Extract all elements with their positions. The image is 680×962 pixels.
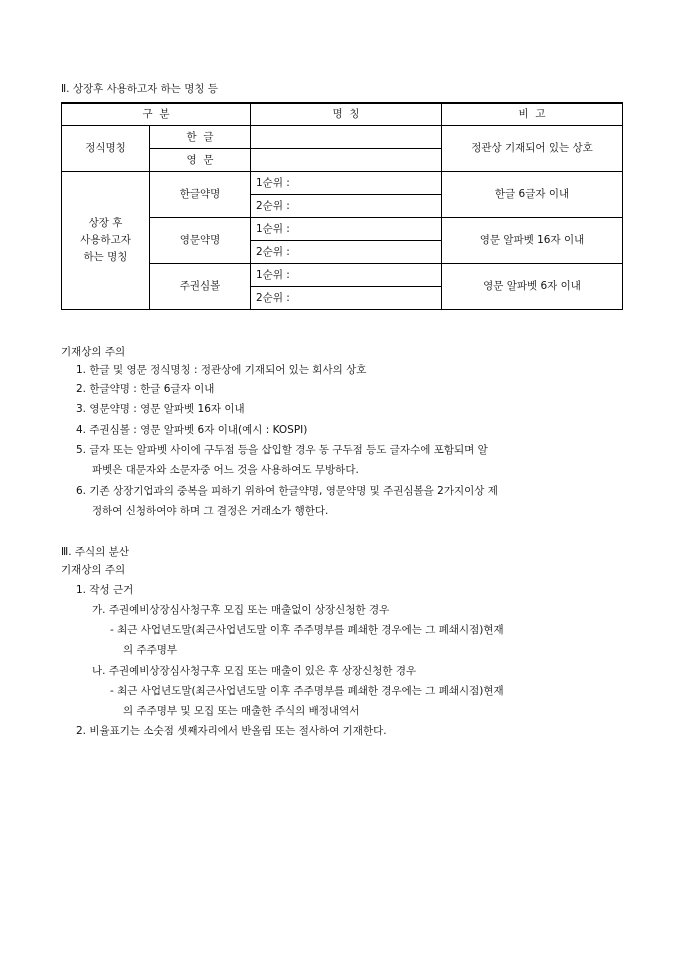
section3-item-1-ga: 가. 주권예비상장심사청구후 모집 또는 매출없이 상장신청한 경우 bbox=[92, 604, 390, 616]
section3-title: Ⅲ. 주식의 분산 bbox=[61, 546, 129, 558]
korean-abbr-rank2: 2순위 : bbox=[251, 195, 442, 218]
official-name-note: 정관상 기재되어 있는 상호 bbox=[442, 126, 623, 172]
symbol-note: 영문 알파벳 6자 이내 bbox=[442, 264, 623, 310]
korean-abbr-note: 한글 6글자 이내 bbox=[442, 172, 623, 218]
section2-note-4: 4. 주권심볼 : 영문 알파벳 6자 이내(예시 : KOSPI) bbox=[76, 424, 308, 436]
symbol-label: 주권심볼 bbox=[150, 264, 251, 310]
section2-note-5-cont: 파벳은 대문자와 소문자중 어느 것을 사용하여도 무방하다. bbox=[92, 464, 359, 476]
official-korean-value bbox=[251, 126, 442, 149]
section2-note-3: 3. 영문약명 : 영문 알파벳 16자 이내 bbox=[76, 403, 245, 415]
english-abbr-rank1: 1순위 : bbox=[251, 218, 442, 241]
english-abbr-note: 영문 알파벳 16자 이내 bbox=[442, 218, 623, 264]
section2-note-6: 6. 기존 상장기업과의 중복을 피하기 위하여 한글약명, 영문약명 및 주권심볼을 2가지이상 제 bbox=[76, 485, 498, 497]
section3-item-1-na-detail: - 최근 사업년도말(최근사업년도말 이후 주주명부를 폐쇄한 경우에는 그 폐쇄시점)현재 bbox=[110, 685, 504, 697]
after-listing-line-2: 사용하고자 bbox=[80, 234, 131, 246]
english-label: 영 문 bbox=[150, 149, 251, 172]
korean-abbr-rank1: 1순위 : bbox=[251, 172, 442, 195]
section2-note-2: 2. 한글약명 : 한글 6글자 이내 bbox=[76, 383, 215, 395]
section3-item-1-ga-detail: - 최근 사업년도말(최근사업년도말 이후 주주명부를 폐쇄한 경우에는 그 폐쇄시점)현재 bbox=[110, 624, 504, 636]
section3-item-1-ga-detail-cont: 의 주주명부 bbox=[123, 644, 178, 656]
official-english-value bbox=[251, 149, 442, 172]
after-listing-line-3: 하는 명칭 bbox=[83, 251, 128, 263]
korean-abbr-label: 한글약명 bbox=[150, 172, 251, 218]
after-listing-label bbox=[62, 172, 150, 310]
section2-note-1: 1. 한글 및 영문 정식명칭 : 정관상에 기재되어 있는 회사의 상호 bbox=[76, 364, 367, 376]
section3-item-2: 2. 비율표기는 소숫점 셋째자리에서 반올림 또는 절사하여 기재한다. bbox=[76, 725, 387, 737]
section3-item-1-na: 나. 주권예비상장심사청구후 모집 또는 매출이 있은 후 상장신청한 경우 bbox=[92, 665, 417, 677]
english-abbr-rank2: 2순위 : bbox=[251, 241, 442, 264]
name-table bbox=[61, 102, 623, 310]
section3-notes-title: 기재상의 주의 bbox=[61, 564, 126, 576]
after-listing-line-1: 상장 후 bbox=[88, 217, 123, 229]
header-remark: 비 고 bbox=[442, 103, 623, 126]
section2-note-6-cont: 정하여 신청하여야 하며 그 결정은 거래소가 행한다. bbox=[92, 505, 329, 517]
section3-item-1-na-detail-cont: 의 주주명부 및 모집 또는 매출한 주식의 배정내역서 bbox=[123, 705, 360, 717]
english-abbr-label: 영문약명 bbox=[150, 218, 251, 264]
section3-item-1: 1. 작성 근거 bbox=[76, 584, 134, 596]
header-name: 명 칭 bbox=[251, 103, 442, 126]
header-category: 구 분 bbox=[62, 103, 251, 126]
section2-title: Ⅱ. 상장후 사용하고자 하는 명칭 등 bbox=[61, 83, 219, 95]
section2-notes-title: 기재상의 주의 bbox=[61, 346, 126, 358]
symbol-rank2: 2순위 : bbox=[251, 287, 442, 310]
korean-label: 한 글 bbox=[150, 126, 251, 149]
section2-note-5: 5. 글자 또는 알파벳 사이에 구두점 등을 삽입할 경우 동 구두점 등도 글자수에 포함되며 알 bbox=[76, 444, 488, 456]
official-name-label: 정식명칭 bbox=[62, 126, 150, 172]
symbol-rank1: 1순위 : bbox=[251, 264, 442, 287]
